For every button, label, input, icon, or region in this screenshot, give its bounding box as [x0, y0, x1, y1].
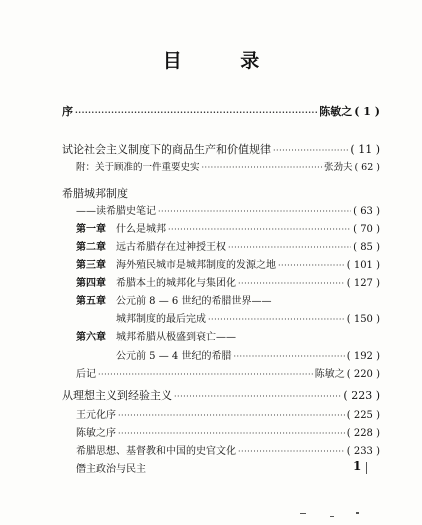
toc-entry-page: ( 62 ) [354, 162, 380, 173]
toc-entry-page: ( 223 ) [343, 389, 380, 402]
toc-leader-dots [202, 163, 322, 172]
toc-entry-page: ( 1 ) [354, 105, 380, 118]
toc-entry-page: ( 220 ) [346, 369, 380, 380]
toc-entry [62, 185, 380, 201]
toc-entry-page: ( 228 ) [346, 428, 380, 439]
toc-leader-dots [273, 146, 348, 155]
toc-entry [62, 103, 380, 119]
toc-entry-author: 张劲夫 [323, 162, 353, 173]
toc-chapter-number: 第四章 [76, 278, 106, 289]
toc-entry [76, 406, 380, 421]
scan-mark [366, 462, 367, 474]
toc-entry-title: 陈敏之序 [76, 428, 116, 439]
toc-entry-title: 城邦制度的最后完成 [116, 314, 206, 325]
toc-entry [76, 442, 380, 457]
toc-entry-page: ( 101 ) [346, 260, 380, 271]
toc-entry-title: 王元化序 [76, 410, 116, 421]
toc-leader-dots [233, 352, 344, 361]
toc-entry-page: ( 192 ) [346, 351, 380, 362]
toc-entry-page: ( 233 ) [346, 446, 380, 457]
toc-chapter-number: 第一章 [76, 224, 106, 235]
toc-entry [76, 460, 336, 475]
toc-entry-title: 公元前 5 — 4 世纪的希腊 [116, 351, 232, 362]
toc-entry [76, 424, 380, 439]
toc-entry-title: 海外殖民城市是城邦制度的发源之地 [116, 260, 276, 271]
scan-mark [300, 513, 306, 514]
toc-entry [76, 328, 380, 343]
toc-leader-dots [98, 370, 313, 379]
toc-leader-dots [118, 429, 345, 438]
toc-entry-page: ( 63 ) [353, 206, 380, 217]
toc-entry-page: ( 127 ) [346, 278, 380, 289]
toc-entry [76, 159, 380, 173]
toc-leader-dots [118, 411, 345, 420]
toc-entry-author: 陈敏之 [314, 369, 345, 380]
toc-entry-title: 僭主政治与民主 [76, 464, 146, 475]
toc-entry-page: ( 150 ) [346, 314, 380, 325]
toc-entry-title: 希腊本土的城邦化与集团化 [116, 278, 236, 289]
toc-chapter-number: 第三章 [76, 260, 106, 271]
toc-entry-page: ( 70 ) [353, 224, 380, 235]
toc-entry-title: 公元前 8 — 6 世纪的希腊世界—— [116, 296, 272, 307]
toc-entry [76, 238, 380, 253]
toc-chapter-number: 第六章 [76, 332, 106, 343]
toc-entry-title: 序 [62, 105, 73, 118]
toc-entry-page: ( 225 ) [346, 410, 380, 421]
toc-leader-dots [75, 107, 317, 117]
toc-leader-dots [168, 225, 351, 234]
toc-chapter-number: 第五章 [76, 296, 106, 307]
toc-entry [62, 141, 380, 157]
toc-leader-dots [228, 243, 351, 252]
toc-leader-dots [158, 207, 351, 216]
toc-entry-title: 希腊思想、基督教和中国的史官文化 [76, 446, 236, 457]
toc-entry-title: 后记 [76, 369, 96, 380]
toc-entry [76, 292, 380, 307]
toc-leader-dots [238, 279, 345, 288]
scan-mark [330, 516, 334, 517]
toc-entry [62, 387, 380, 403]
toc-entry-title: 远古希腊存在过神授王权 [116, 242, 226, 253]
toc-leader-dots [238, 447, 345, 456]
toc-entry-title: 什么是城邦 [116, 224, 166, 235]
page-title: 目 录 [162, 50, 286, 72]
toc-entry-title: 试论社会主义制度下的商品生产和价值规律 [62, 143, 271, 156]
toc-entry [76, 220, 380, 235]
toc-entry [76, 365, 380, 380]
toc-entry [76, 202, 380, 217]
toc-leader-dots [278, 261, 345, 270]
toc-entry-title: 附：关于顾准的一件重要史实 [76, 162, 200, 173]
toc-chapter-number: 第二章 [76, 242, 106, 253]
toc-entry [116, 310, 380, 325]
toc-entry-page: ( 11 ) [350, 143, 380, 156]
toc-entry-title: 希腊城邦制度 [62, 187, 128, 200]
toc-leader-dots [208, 315, 345, 324]
toc-entry [76, 274, 380, 289]
toc-entry-title: ——读希腊史笔记 [76, 206, 156, 217]
toc-entry [76, 256, 380, 271]
toc-entry-title: 从理想主义到经验主义 [62, 389, 172, 402]
toc-leader-dots [174, 392, 341, 401]
scan-mark [356, 512, 359, 514]
toc-entry-page: ( 85 ) [353, 242, 380, 253]
toc-entry-author: 陈敏之 [319, 105, 353, 118]
toc-entry-title: 城邦希腊从极盛到衰亡—— [116, 332, 236, 343]
toc-entry [116, 347, 380, 362]
page-number: 1 [353, 459, 362, 473]
